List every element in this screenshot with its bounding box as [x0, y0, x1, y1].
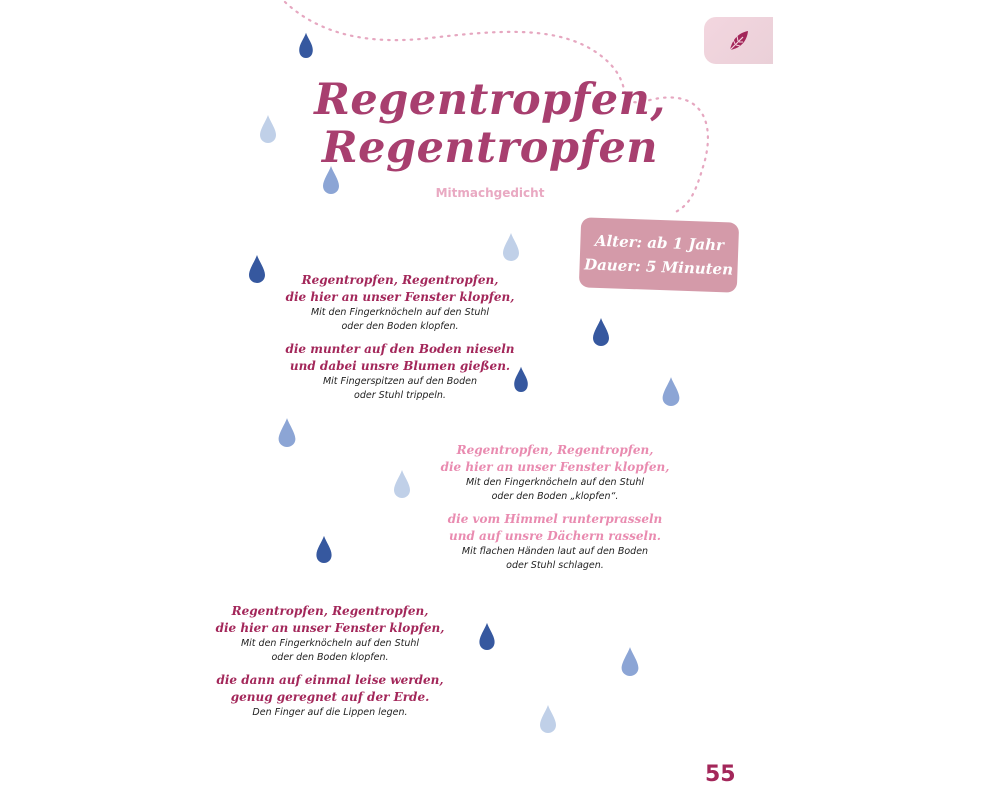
verse-line: die hier an unser Fenster klopfen, [285, 290, 515, 304]
raindrop-icon [622, 647, 639, 676]
raindrop-icon [249, 255, 265, 283]
instruction-line: oder den Boden „klopfen“. [491, 491, 619, 502]
instruction-line: oder den Boden klopfen. [341, 321, 459, 332]
title-line-2: Regentropfen [321, 123, 659, 173]
raindrop-icon [503, 233, 519, 261]
page-title [300, 76, 680, 172]
raindrop-icon [394, 470, 410, 498]
chapter-tab [704, 17, 773, 64]
verse-line: und auf unsre Dächern rasseln. [449, 529, 661, 543]
verse-1 [275, 272, 525, 403]
verse-line: die vom Himmel runterprasseln [447, 512, 663, 526]
raindrop-icon [593, 318, 609, 346]
instruction-line: Mit den Fingerknöcheln auf den Stuhl [240, 638, 420, 649]
subtitle: Mitmachgedicht [435, 186, 545, 200]
verse-line: genug geregnet auf der Erde. [230, 690, 430, 704]
instruction-line: Den Finger auf die Lippen legen. [252, 707, 408, 718]
instruction-line: Mit Fingerspitzen auf den Boden [322, 376, 478, 387]
raindrop-icon [279, 418, 296, 447]
verse-3 [205, 603, 455, 720]
raindrop-icon [316, 536, 331, 563]
raindrop-icon [479, 623, 494, 650]
raindrop-icon [260, 115, 276, 143]
instruction-line: Mit den Fingerknöcheln auf den Stuhl [310, 307, 490, 318]
verse-line: die hier an unser Fenster klopfen, [440, 460, 670, 474]
instruction-line: oder Stuhl trippeln. [354, 390, 446, 401]
info-box [579, 217, 739, 292]
raindrop-icon [663, 377, 680, 406]
instruction-line: Mit den Fingerknöcheln auf den Stuhl [465, 477, 645, 488]
instruction-line: Mit flachen Händen laut auf den Boden [461, 546, 649, 557]
verse-2 [430, 442, 680, 573]
page-number: 55 [705, 762, 736, 787]
duration-label: Dauer: 5 Minuten [583, 255, 734, 279]
age-label: Alter: ab 1 Jahr [594, 231, 725, 255]
verse-line: Regentropfen, Regentropfen, [301, 273, 499, 287]
verse-line: Regentropfen, Regentropfen, [456, 443, 654, 457]
instruction-line: oder Stuhl schlagen. [506, 560, 604, 571]
raindrop-icon [299, 33, 313, 58]
verse-line: die dann auf einmal leise werden, [216, 673, 444, 687]
verse-line: Regentropfen, Regentropfen, [231, 604, 429, 618]
verse-line: die hier an unser Fenster klopfen, [215, 621, 445, 635]
title-line-1: Regentropfen, [314, 75, 666, 125]
verse-line: und dabei unsre Blumen gießen. [289, 359, 511, 373]
leaf-icon [726, 28, 752, 54]
raindrop-icon [540, 705, 556, 733]
instruction-line: oder den Boden klopfen. [271, 652, 389, 663]
verse-line: die munter auf den Boden nieseln [285, 342, 515, 356]
